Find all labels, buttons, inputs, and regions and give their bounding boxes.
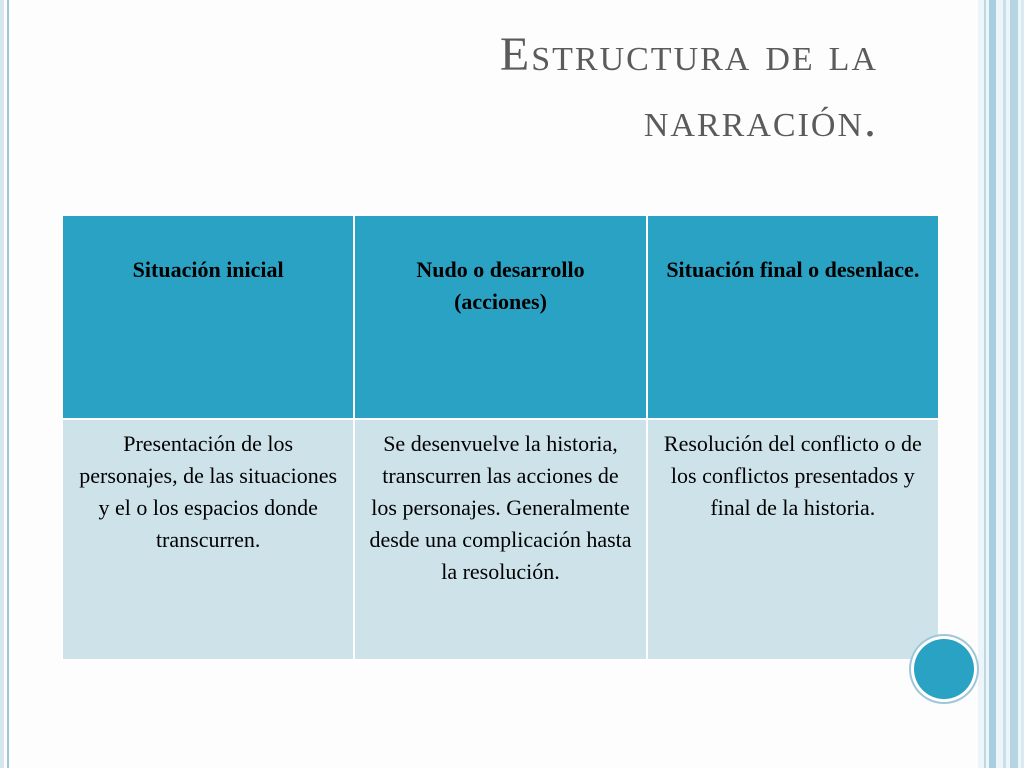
decor-circle (914, 639, 974, 699)
right-decor-line (989, 0, 996, 768)
right-decor-line (984, 0, 986, 768)
right-decor-band (978, 0, 1024, 768)
right-decor-line (1010, 0, 1018, 768)
cell-nudo-desarrollo: Se desenvuelve la historia, transcurren las acciones de los personajes. Generalmente desde una complicación hasta la resolución. (354, 419, 646, 660)
table-header-row (62, 215, 939, 419)
header-nudo-desarrollo: Nudo o desarrollo (acciones) (354, 215, 646, 419)
header-situacion-inicial: Situación inicial (62, 215, 354, 419)
cell-situacion-final: Resolución del conflicto o de los conflictos presentados y final de la historia. (647, 419, 939, 660)
cell-situacion-inicial: Presentación de los personajes, de las situaciones y el o los espacios donde transcurren. (62, 419, 354, 660)
left-decor-line (7, 0, 9, 768)
table-row (62, 419, 939, 660)
right-decor-line (1003, 0, 1006, 768)
narration-structure-table (61, 214, 940, 661)
header-situacion-final: Situación final o desenlace. (647, 215, 939, 419)
slide-title: Estructura de la narración. (499, 28, 878, 147)
left-decor-stripe (0, 0, 4, 768)
